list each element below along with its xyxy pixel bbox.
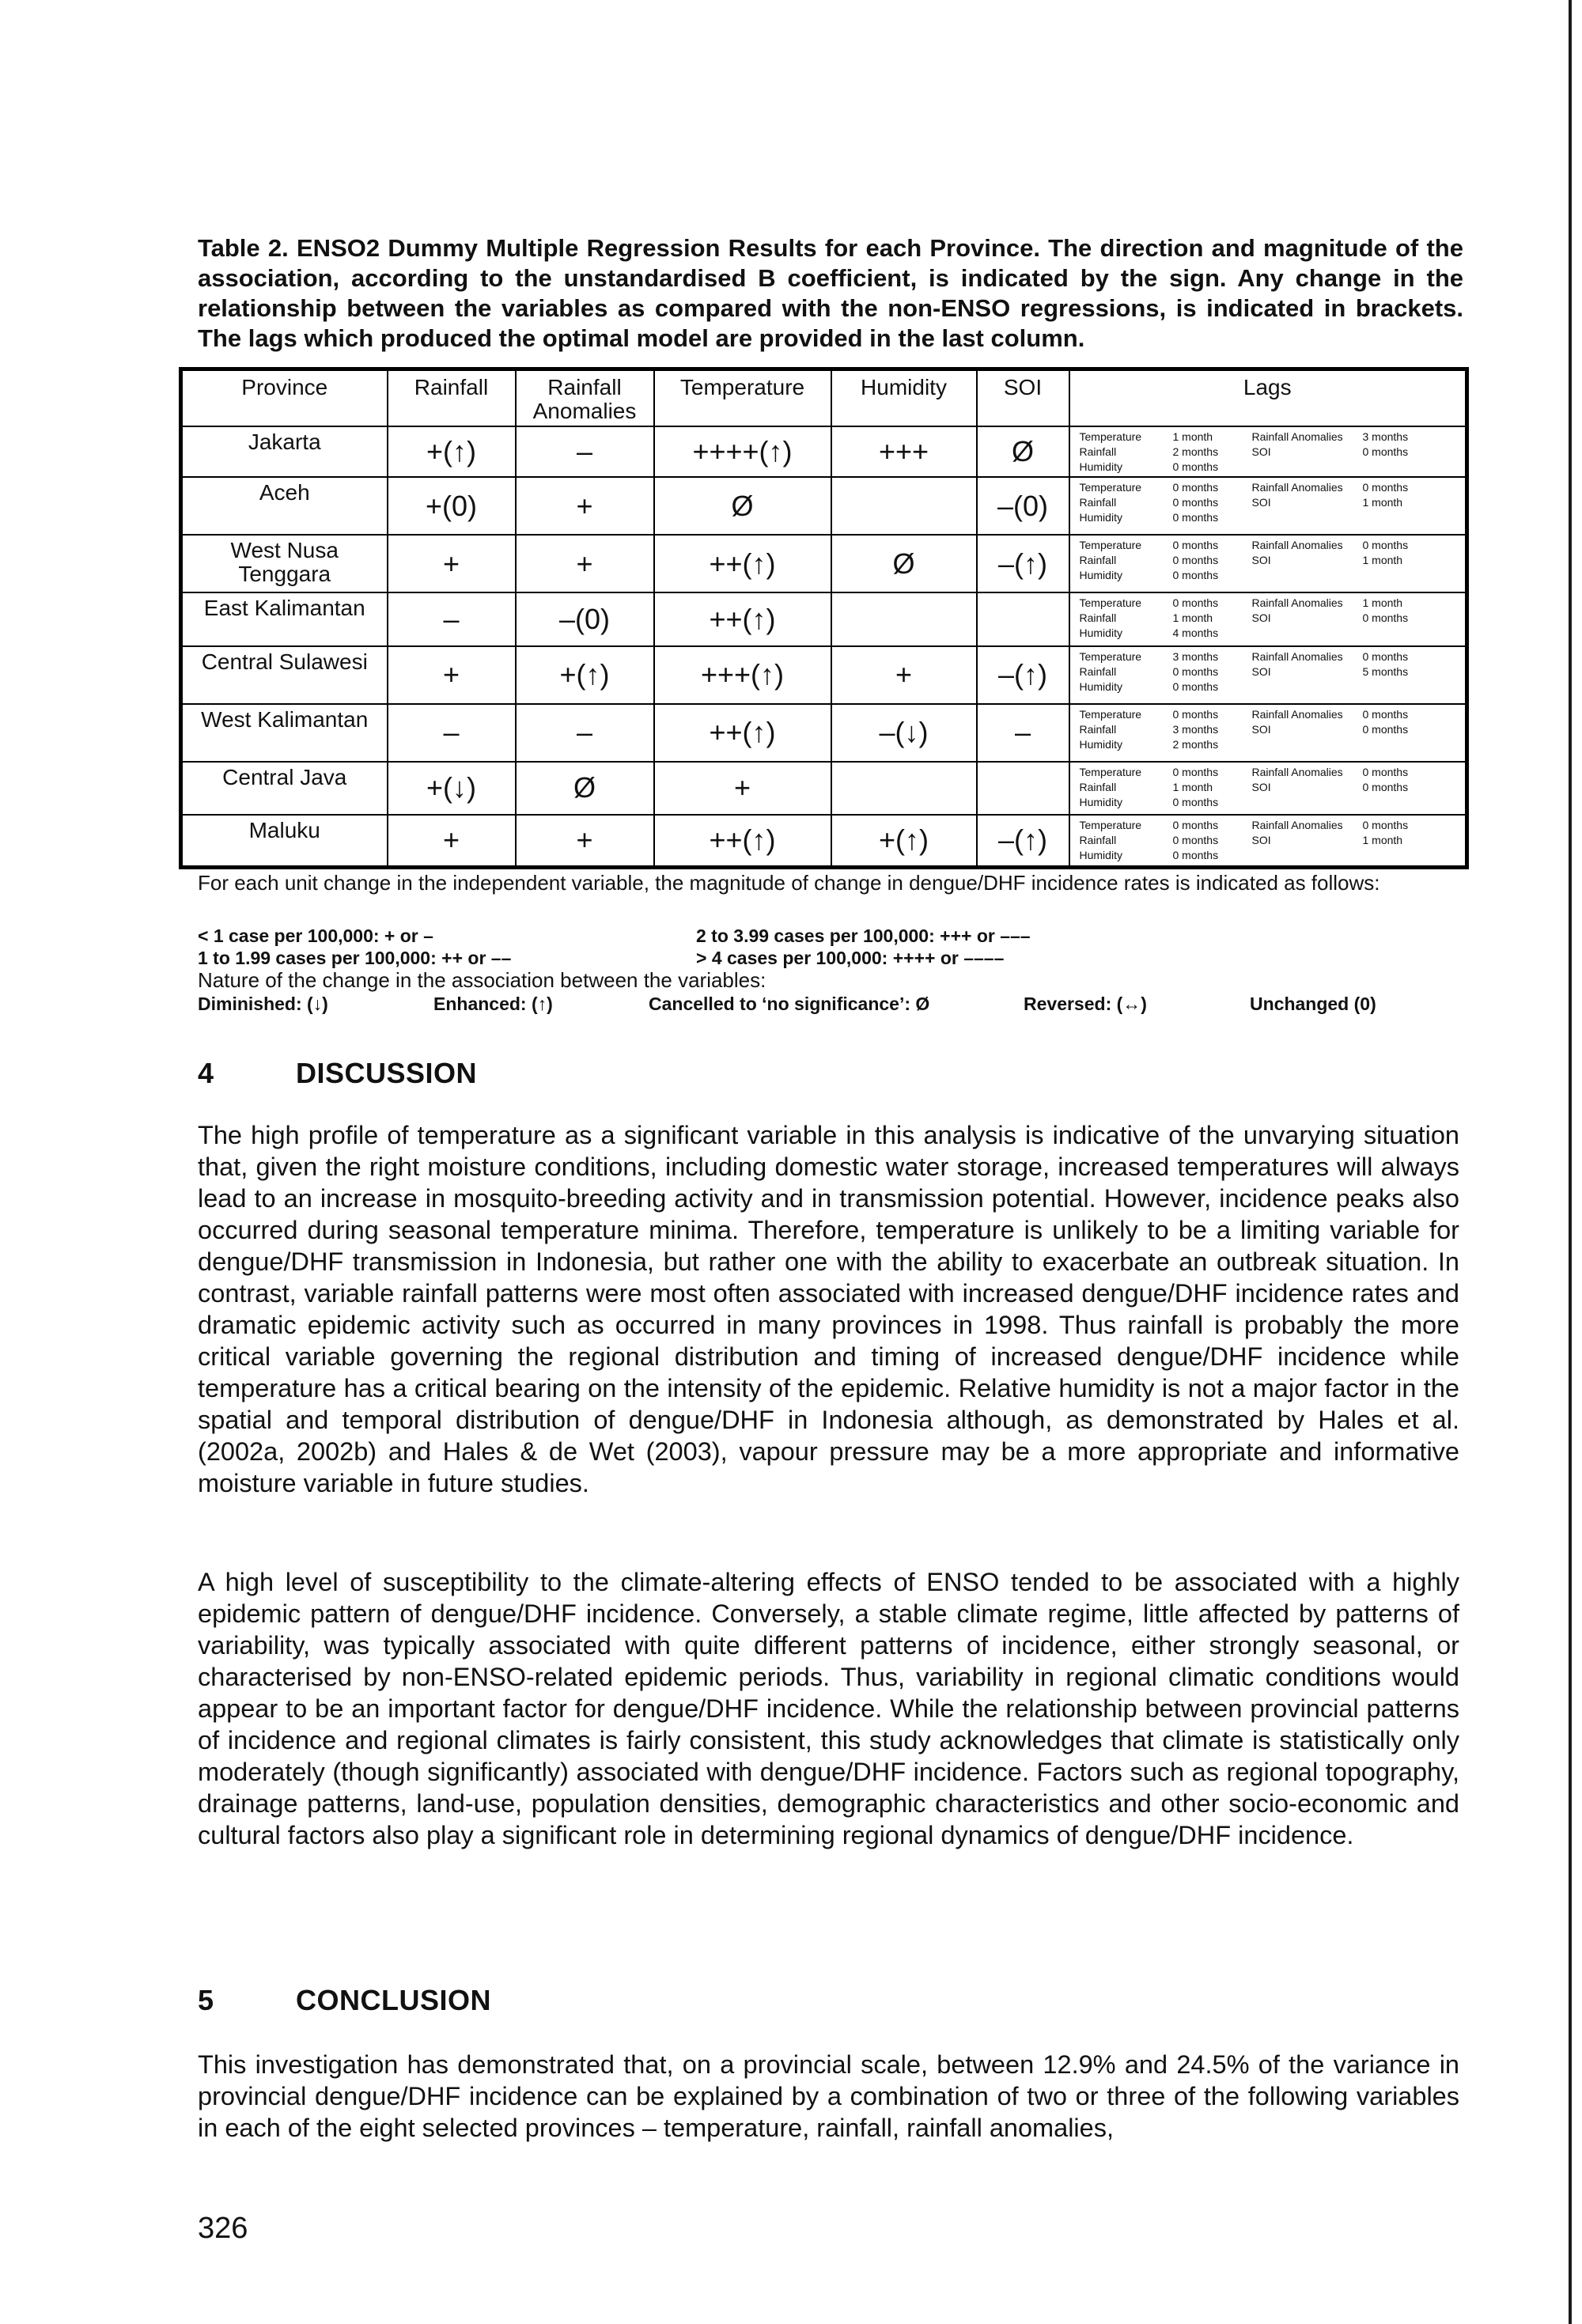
lag-label-anomalies: Rainfall Anomalies (1251, 539, 1343, 552)
lag-label-soi: SOI (1251, 780, 1271, 793)
header-temperature: Temperature (654, 369, 831, 426)
cell-rainfall: + (388, 535, 516, 592)
cell-soi: –(↑) (977, 815, 1069, 868)
lag-value-humidity: 0 months (1172, 795, 1219, 808)
lag-details (1080, 707, 1466, 752)
header-lags: Lags (1069, 369, 1467, 426)
lag-value-rainfall: 0 months (1172, 554, 1219, 567)
lag-spacer (1252, 568, 1363, 583)
cell-rainfall-anomalies: –(0) (516, 592, 654, 646)
cell-rainfall: +(0) (388, 477, 516, 535)
cell-humidity (831, 762, 977, 815)
discussion-paragraph-1: The high profile of temperature as a significant variable in this analysis is indicative of the unvarying situation that, given the right moisture conditions, including domestic water storage, increased temperatures will always lead to an increase in mosquito-breeding activity and in transmission potential. However, incidence peaks also occurred during seasonal temperature minima. Therefore, temperature is unlikely to be a limiting variable for dengue/DHF transmission in Indonesia, but rather one with the ability to exacerbate an outbreak situation. In contrast, variable rainfall patterns were most often associated with increased dengue/DHF incidence rates and dramatic epidemic activity such as occurred in many provinces in 1998. Thus rainfall is probably the more critical variable governing the regional distribution and timing of increased dengue/DHF incidence while temperature has a critical bearing on the intensity of the epidemic. Relative humidity is not a major factor in the spatial and temporal distribution of dengue/DHF in Indonesia although, as demonstrated by Hales et al. (2002a, 2002b) and Hales & de Wet (2003), vapour pressure may be a more appropriate and informative moisture variable in future studies. (198, 1121, 1459, 1497)
cell-province: Maluku (181, 815, 388, 868)
lag-label-temperature: Temperature (1079, 765, 1142, 778)
cell-lags (1069, 426, 1467, 478)
lag-label-temperature: Temperature (1079, 818, 1142, 831)
lag-spacer (1252, 848, 1363, 863)
legend-unchanged: Unchanged (0) (1250, 994, 1376, 1014)
cell-humidity: +(↑) (831, 815, 977, 868)
lag-value-temperature: 0 months (1172, 765, 1219, 778)
lag-label-soi: SOI (1251, 611, 1271, 625)
lag-value-humidity: 0 months (1172, 511, 1219, 524)
lag-value-humidity: 0 months (1172, 569, 1219, 582)
header-humidity: Humidity (831, 369, 977, 426)
cell-province: East Kalimantan (181, 592, 388, 646)
legend-diminished: Diminished: (↓) (198, 994, 328, 1014)
cell-soi: –(↑) (977, 535, 1069, 592)
cell-temperature: Ø (654, 477, 831, 535)
cell-soi (977, 592, 1069, 646)
section-5-title: CONCLUSION (296, 1984, 491, 2016)
lag-value-humidity: 2 months (1172, 737, 1219, 751)
lag-details (1080, 596, 1466, 641)
lag-value-anomalies: 0 months (1362, 818, 1409, 831)
section-5-number: 5 (198, 1984, 214, 2016)
legend-cancelled: Cancelled to ‘no significance’: Ø (649, 994, 930, 1014)
lag-spacer (1252, 795, 1363, 810)
lag-value-anomalies: 0 months (1362, 481, 1409, 494)
cell-province: Jakarta (181, 426, 388, 478)
cell-soi: –(0) (977, 477, 1069, 535)
section-5-heading (198, 1984, 491, 2017)
cell-temperature: ++++(↑) (654, 426, 831, 478)
lag-value-rainfall: 0 months (1172, 664, 1219, 678)
cell-soi: – (977, 704, 1069, 762)
lag-label-rainfall: Rainfall (1079, 722, 1117, 736)
lag-label-humidity: Humidity (1079, 737, 1122, 751)
table-row (181, 646, 1467, 704)
lag-value-soi: 0 months (1362, 780, 1409, 793)
cell-temperature: ++(↑) (654, 592, 831, 646)
lag-label-rainfall: Rainfall (1079, 496, 1117, 509)
lag-label-humidity: Humidity (1079, 848, 1122, 861)
cell-rainfall: – (388, 704, 516, 762)
cell-humidity: +++ (831, 426, 977, 478)
lag-label-soi: SOI (1251, 496, 1271, 509)
lag-details (1080, 430, 1466, 475)
section-4-heading (198, 1057, 477, 1090)
section-4-title: DISCUSSION (296, 1057, 478, 1089)
cell-soi: Ø (977, 426, 1069, 478)
cell-rainfall: +(↓) (388, 762, 516, 815)
lag-label-soi: SOI (1251, 664, 1271, 678)
lag-label-temperature: Temperature (1079, 481, 1142, 494)
cell-rainfall-anomalies: +(↑) (516, 646, 654, 704)
lag-value-anomalies: 0 months (1362, 649, 1409, 663)
lag-value-soi: 1 month (1362, 554, 1403, 567)
header-province: Province (181, 369, 388, 426)
lag-spacer (1252, 510, 1363, 525)
lag-details (1080, 818, 1466, 863)
lag-label-temperature: Temperature (1079, 649, 1142, 663)
cell-soi (977, 762, 1069, 815)
cell-humidity: + (831, 646, 977, 704)
legend-nature: Nature of the change in the association between the variables: (198, 968, 766, 992)
lag-value-rainfall: 1 month (1172, 780, 1213, 793)
lag-label-humidity: Humidity (1079, 795, 1122, 808)
table-caption: Table 2. ENSO2 Dummy Multiple Regression Results for each Province. The direction and magnitude of the association, according to the unstandardised B coefficient, is indicated by the sign. Any change in the relationship between the variables as compared with the non-ENSO regressions, is indicated in brackets. The lags which produced the optimal model are provided in the last column. (198, 234, 1463, 352)
lag-spacer (1252, 737, 1363, 752)
lag-spacer (1363, 679, 1450, 695)
section-4-number: 4 (198, 1057, 214, 1089)
lag-label-soi: SOI (1251, 833, 1271, 846)
lag-label-rainfall: Rainfall (1079, 554, 1117, 567)
regression-results-table (179, 367, 1469, 869)
lag-spacer (1252, 626, 1363, 641)
cell-lags (1069, 704, 1467, 762)
lag-label-temperature: Temperature (1079, 596, 1142, 610)
lag-label-anomalies: Rainfall Anomalies (1251, 649, 1343, 663)
cell-temperature: ++(↑) (654, 815, 831, 868)
lag-label-soi: SOI (1251, 445, 1271, 458)
lag-label-temperature: Temperature (1079, 430, 1142, 443)
cell-province: Aceh (181, 477, 388, 535)
cell-rainfall: +(↑) (388, 426, 516, 478)
header-rainfall: Rainfall (388, 369, 516, 426)
lag-value-humidity: 4 months (1172, 626, 1219, 640)
cell-rainfall-anomalies: + (516, 535, 654, 592)
lag-value-rainfall: 2 months (1172, 445, 1219, 458)
table-header-row (181, 369, 1467, 426)
lag-spacer (1363, 626, 1450, 641)
lag-details (1080, 765, 1466, 810)
lag-value-temperature: 0 months (1172, 596, 1219, 610)
lag-value-humidity: 0 months (1172, 848, 1219, 861)
lag-label-temperature: Temperature (1079, 707, 1142, 721)
lag-label-humidity: Humidity (1079, 569, 1122, 582)
lag-value-soi: 0 months (1362, 445, 1409, 458)
legend-reversed: Reversed: (↔) (1024, 994, 1147, 1014)
lag-label-anomalies: Rainfall Anomalies (1251, 818, 1343, 831)
lag-label-humidity: Humidity (1079, 679, 1122, 693)
lag-value-humidity: 0 months (1172, 679, 1219, 693)
page-number: 326 (198, 2212, 248, 2245)
table-body (181, 426, 1467, 868)
cell-province: West Nusa Tenggara (181, 535, 388, 592)
table-row (181, 535, 1467, 592)
lag-value-anomalies: 0 months (1362, 707, 1409, 721)
cell-rainfall-anomalies: + (516, 815, 654, 868)
cell-rainfall: + (388, 646, 516, 704)
cell-province: West Kalimantan (181, 704, 388, 762)
table-row (181, 592, 1467, 646)
lag-spacer (1363, 460, 1450, 475)
cell-humidity (831, 477, 977, 535)
cell-temperature: ++(↑) (654, 704, 831, 762)
lag-label-rainfall: Rainfall (1079, 833, 1117, 846)
table-row (181, 762, 1467, 815)
lag-value-anomalies: 0 months (1362, 765, 1409, 778)
cell-rainfall-anomalies: – (516, 704, 654, 762)
table-row (181, 704, 1467, 762)
cell-lags (1069, 535, 1467, 592)
lag-label-rainfall: Rainfall (1079, 780, 1117, 793)
cell-soi: –(↑) (977, 646, 1069, 704)
legend-enhanced: Enhanced: (↑) (433, 994, 553, 1014)
legend-scale-1: < 1 case per 100,000: + or – (198, 925, 433, 946)
lag-label-anomalies: Rainfall Anomalies (1251, 765, 1343, 778)
lag-value-rainfall: 0 months (1172, 496, 1219, 509)
lag-value-temperature: 0 months (1172, 481, 1219, 494)
legend-scale-2: 2 to 3.99 cases per 100,000: +++ or ––– (696, 925, 1031, 946)
lag-value-soi: 5 months (1362, 664, 1409, 678)
lag-spacer (1363, 510, 1450, 525)
cell-rainfall: + (388, 815, 516, 868)
lag-label-temperature: Temperature (1079, 539, 1142, 552)
cell-rainfall-anomalies: Ø (516, 762, 654, 815)
discussion-paragraph-2: A high level of susceptibility to the climate-altering effects of ENSO tended to be associated with a highly epidemic pattern of dengue/DHF incidence. Conversely, a stable climate regime, little affected by patterns of variability, was typically associated with quite different patterns of incidence, either strongly seasonal, or characterised by non-ENSO-related epidemic periods. Thus, variability in regional climatic conditions would appear to be an important factor for dengue/DHF incidence. While the relationship between provincial patterns of incidence and regional climates is fairly consistent, this study acknowledges that climate is statistically only moderately (though significantly) associated with dengue/DHF incidence. Factors such as regional topography, drainage patterns, land-use, population densities, demographic characteristics and other socio-economic and cultural factors also play a significant role in determining regional dynamics of dengue/DHF incidence. (198, 1568, 1459, 1849)
legend-change-row (198, 992, 1463, 1016)
lag-label-anomalies: Rainfall Anomalies (1251, 481, 1343, 494)
lag-spacer (1252, 679, 1363, 695)
lag-label-rainfall: Rainfall (1079, 611, 1117, 625)
lag-value-soi: 1 month (1362, 496, 1403, 509)
lag-value-soi: 1 month (1362, 833, 1403, 846)
cell-rainfall-anomalies: + (516, 477, 654, 535)
lag-label-humidity: Humidity (1079, 511, 1122, 524)
cell-lags (1069, 592, 1467, 646)
cell-province: Central Sulawesi (181, 646, 388, 704)
lag-label-rainfall: Rainfall (1079, 664, 1117, 678)
legend-scale-row-2 (198, 946, 1463, 970)
cell-humidity: –(↓) (831, 704, 977, 762)
lag-label-anomalies: Rainfall Anomalies (1251, 707, 1343, 721)
cell-province: Central Java (181, 762, 388, 815)
lag-label-anomalies: Rainfall Anomalies (1251, 430, 1343, 443)
lag-value-temperature: 0 months (1172, 539, 1219, 552)
lag-spacer (1363, 568, 1450, 583)
lag-spacer (1363, 737, 1450, 752)
legend-scale-3: 1 to 1.99 cases per 100,000: ++ or –– (198, 948, 512, 968)
legend-scale-row-1 (198, 924, 1463, 948)
page-edge-line (1569, 0, 1572, 2324)
lag-label-humidity: Humidity (1079, 626, 1122, 640)
legend-intro: For each unit change in the independent variable, the magnitude of change in dengue/DHF incidence rates is indicated as follows: (198, 871, 1380, 895)
cell-rainfall-anomalies: – (516, 426, 654, 478)
lag-value-rainfall: 0 months (1172, 833, 1219, 846)
lag-details (1080, 538, 1466, 583)
lag-spacer (1363, 848, 1450, 863)
lag-value-soi: 0 months (1362, 611, 1409, 625)
lag-label-rainfall: Rainfall (1079, 445, 1117, 458)
lag-value-temperature: 0 months (1172, 818, 1219, 831)
cell-temperature: +++(↑) (654, 646, 831, 704)
cell-lags (1069, 762, 1467, 815)
table-row (181, 815, 1467, 868)
lag-spacer (1363, 795, 1450, 810)
cell-lags (1069, 477, 1467, 535)
table-row (181, 426, 1467, 478)
lag-value-temperature: 1 month (1172, 430, 1213, 443)
table-row (181, 477, 1467, 535)
header-soi: SOI (977, 369, 1069, 426)
lag-value-anomalies: 1 month (1362, 596, 1403, 610)
lag-value-anomalies: 3 months (1362, 430, 1409, 443)
lag-value-humidity: 0 months (1172, 460, 1219, 473)
lag-value-temperature: 3 months (1172, 649, 1219, 663)
lag-value-soi: 0 months (1362, 722, 1409, 736)
cell-temperature: + (654, 762, 831, 815)
cell-lags (1069, 646, 1467, 704)
lag-label-soi: SOI (1251, 554, 1271, 567)
lag-value-temperature: 0 months (1172, 707, 1219, 721)
lag-label-soi: SOI (1251, 722, 1271, 736)
cell-humidity: Ø (831, 535, 977, 592)
cell-temperature: ++(↑) (654, 535, 831, 592)
cell-lags (1069, 815, 1467, 868)
header-rainfall-anomalies: Rainfall Anomalies (516, 369, 654, 426)
lag-details (1080, 649, 1466, 695)
cell-humidity (831, 592, 977, 646)
lag-label-humidity: Humidity (1079, 460, 1122, 473)
lag-value-anomalies: 0 months (1362, 539, 1409, 552)
lag-label-anomalies: Rainfall Anomalies (1251, 596, 1343, 610)
lag-spacer (1252, 460, 1363, 475)
lag-value-rainfall: 3 months (1172, 722, 1219, 736)
legend-scale-4: > 4 cases per 100,000: ++++ or –––– (696, 948, 1005, 968)
conclusion-paragraph-1: This investigation has demonstrated that, on a provincial scale, between 12.9% and 24.5% of the variance in provincial dengue/DHF incidence can be explained by a combination of two or three of the following variables in each of the eight selected provinces – temperature, rainfall, rainfall anomalies, (198, 2050, 1459, 2142)
lag-details (1080, 480, 1466, 525)
lag-value-rainfall: 1 month (1172, 611, 1213, 625)
cell-rainfall: – (388, 592, 516, 646)
